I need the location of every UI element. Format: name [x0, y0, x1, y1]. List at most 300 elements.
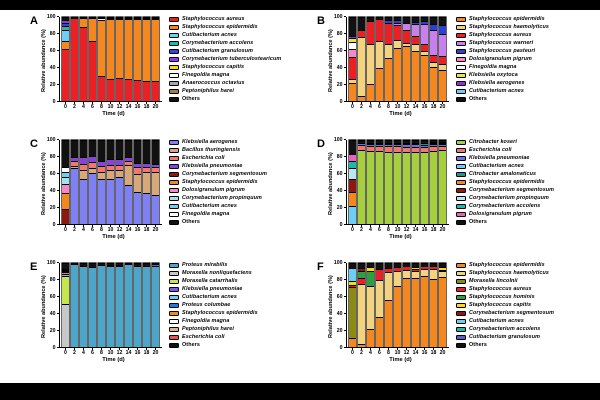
- bar-slot: [106, 263, 115, 347]
- bar-slot: [97, 17, 106, 101]
- bar-segment: [367, 151, 374, 224]
- y-tick-label: 80: [336, 276, 343, 283]
- bar-segment: [349, 49, 356, 57]
- legend-swatch: [169, 41, 179, 46]
- bar-segment: [134, 80, 141, 101]
- legend-item: [169, 179, 267, 186]
- legend-swatch: [169, 279, 179, 284]
- legend-label: Peptoniphilus harei: [182, 326, 234, 333]
- legend-item: [169, 286, 258, 293]
- y-axis-label: Relative abundance (%): [328, 152, 334, 216]
- bar-segment: [116, 19, 123, 78]
- legend-swatch: [456, 196, 466, 201]
- stacked-bar-day-8: [385, 263, 392, 347]
- y-tick-label: 20: [336, 204, 343, 211]
- bar-segment: [430, 17, 437, 24]
- x-tick-labels: [60, 225, 162, 233]
- y-tick-label: 60: [49, 47, 56, 54]
- legend-item: [169, 294, 258, 301]
- x-axis-label: Time (d): [389, 357, 412, 363]
- legend-swatch: [169, 295, 179, 300]
- x-tick-label: 0: [348, 102, 357, 110]
- bar-segment: [412, 51, 419, 101]
- legend-item: [456, 278, 554, 285]
- stacked-bar-day-14: [412, 263, 419, 347]
- legend-swatch: [169, 212, 179, 217]
- stacked-bar-day-20: [439, 140, 446, 224]
- legend-label: Staphylococcus aureus: [182, 16, 245, 23]
- legend-item: [456, 326, 554, 333]
- legend-swatch: [169, 188, 179, 193]
- stacked-bar-day-0: [349, 140, 356, 224]
- legend-label: Staphylococcus epidermidis: [182, 310, 258, 317]
- x-tick-label: 14: [125, 227, 132, 233]
- legend-label: Corynebacterium segmentosum: [182, 171, 268, 178]
- legend-swatch: [169, 156, 179, 161]
- y-tick-label: 40: [49, 187, 56, 194]
- y-tick-label: 60: [336, 293, 343, 300]
- legend-swatch: [169, 73, 179, 78]
- legend-label: Corynebacterium segmentosum: [469, 310, 555, 317]
- bar-slot: [115, 263, 124, 347]
- stacked-bar-day-16: [134, 140, 141, 224]
- bar-slot: [420, 17, 429, 101]
- bar-slot: [61, 17, 70, 101]
- legend-label: Escherichia coli: [469, 147, 512, 154]
- bar-segment: [439, 25, 446, 33]
- legend-label: Cutibacterium acnes: [182, 203, 237, 210]
- legend-item: [169, 219, 267, 226]
- bar-segment: [421, 55, 428, 101]
- y-tick-label: 40: [49, 64, 56, 71]
- x-tick-label: 2: [357, 225, 366, 233]
- legend-swatch: [456, 41, 466, 46]
- x-tick-label: 12: [403, 227, 410, 233]
- bar-segment: [376, 151, 383, 224]
- x-tick-labels: [347, 225, 449, 233]
- legend-swatch: [169, 148, 179, 153]
- stacked-bar-day-16: [134, 17, 141, 101]
- bar-segment: [143, 140, 150, 163]
- x-tick-label: 18: [430, 104, 437, 110]
- legend-item: [169, 139, 267, 146]
- bar-segment: [152, 195, 159, 224]
- y-tick-label: 60: [49, 293, 56, 300]
- bar-slot: [375, 17, 384, 101]
- legend-item: [169, 318, 258, 325]
- stacked-bar-day-8: [98, 140, 105, 224]
- legend-item: [169, 56, 281, 63]
- legend-item: [456, 334, 554, 341]
- legend-swatch: [169, 220, 179, 225]
- legend-label: Cutibacterium acnes: [182, 32, 237, 39]
- stacked-bar-day-16: [421, 263, 428, 347]
- stacked-bar-day-18: [143, 263, 150, 347]
- y-tick-label: 40: [49, 310, 56, 317]
- x-tick-label: 8: [97, 102, 106, 110]
- legend-item: [169, 171, 267, 178]
- legend-label: Finegoldia magna: [469, 64, 517, 71]
- x-tick-label: 4: [366, 225, 375, 233]
- bar-segment: [143, 81, 150, 101]
- bar-slot: [438, 140, 447, 224]
- legend-swatch: [169, 17, 179, 22]
- y-tick-label: 0: [52, 221, 56, 228]
- legend-label: Finegoldia magna: [182, 318, 230, 325]
- legend-swatch: [456, 65, 466, 70]
- bar-segment: [385, 152, 392, 224]
- y-tick-label: 40: [336, 187, 343, 194]
- legend-item: [169, 24, 281, 31]
- bar-slot: [366, 263, 375, 347]
- x-axis-label: Time (d): [389, 234, 412, 240]
- bar-segment: [367, 271, 374, 285]
- bar-segment: [71, 140, 78, 157]
- y-tick-label: 20: [49, 204, 56, 211]
- legend-item: [169, 88, 281, 95]
- bar-segment: [134, 167, 141, 174]
- legend-label: Staphylococcus epidermidis: [182, 179, 258, 186]
- x-tick-label: 6: [375, 348, 384, 356]
- stacked-bar-day-6: [89, 140, 96, 224]
- stacked-bar-day-12: [403, 263, 410, 347]
- bar-segment: [80, 18, 87, 27]
- legend-item: [456, 80, 549, 87]
- plot-area: [346, 140, 449, 225]
- legend-swatch: [169, 287, 179, 292]
- bar-segment: [349, 338, 356, 347]
- bar-segment: [367, 329, 374, 347]
- legend-item: [456, 286, 554, 293]
- bar-segment: [358, 150, 365, 224]
- legend-item: [169, 262, 258, 269]
- y-tick-label: 100: [46, 136, 56, 143]
- stacked-bar-day-0: [62, 263, 69, 347]
- legend-item: [169, 16, 281, 23]
- y-tick-label: 0: [339, 344, 343, 351]
- bar-segment: [394, 48, 401, 101]
- stacked-bar-day-6: [89, 263, 96, 347]
- bar-segment: [62, 193, 69, 209]
- bar-segment: [80, 179, 87, 224]
- bar-slot: [393, 17, 402, 101]
- legend-label: Others: [182, 219, 200, 226]
- legend-label: Citrobacter amalonaticus: [469, 171, 537, 178]
- bar-segment: [107, 79, 114, 101]
- legend-item: [456, 147, 554, 154]
- bar-slot: [61, 263, 70, 347]
- stacked-bar-day-16: [134, 263, 141, 347]
- legend-swatch: [456, 156, 466, 161]
- legend-item: [456, 72, 549, 79]
- stacked-bar-day-6: [376, 263, 383, 347]
- bar-slot: [70, 263, 79, 347]
- legend-label: Klebsiella aerogenes: [469, 80, 525, 87]
- bar-slot: [133, 263, 142, 347]
- x-tick-label: 2: [70, 348, 79, 356]
- bar-slot: [133, 17, 142, 101]
- stacked-bar-day-2: [71, 263, 78, 347]
- x-tick-label: 12: [116, 104, 123, 110]
- bar-segment: [134, 140, 141, 163]
- bar-slot: [88, 263, 97, 347]
- legend-item: [456, 187, 554, 194]
- bar-segment: [143, 172, 150, 193]
- legend-swatch: [456, 279, 466, 284]
- x-tick-label: 4: [366, 348, 375, 356]
- bar-segment: [116, 78, 123, 101]
- y-axis-label: Relative abundance (%): [328, 29, 334, 93]
- legend-item: [456, 171, 554, 178]
- x-tick-label: 20: [152, 104, 159, 110]
- legend-swatch: [456, 220, 466, 225]
- legend-label: Klebsiella aerogenes: [182, 139, 238, 146]
- bar-segment: [430, 279, 437, 347]
- legend-swatch: [456, 303, 466, 308]
- x-axis-label: Time (d): [102, 111, 125, 117]
- legend-swatch: [456, 188, 466, 193]
- legend-swatch: [169, 33, 179, 38]
- bar-segment: [125, 165, 132, 184]
- panel-C: [30, 135, 311, 258]
- bar-slot: [402, 263, 411, 347]
- stacked-bar-day-6: [89, 17, 96, 101]
- x-tick-label: 12: [116, 227, 123, 233]
- legend-swatch: [169, 97, 179, 102]
- legend-item: [169, 278, 258, 285]
- legend-label: Staphylococcus epidermidis: [469, 179, 545, 186]
- legend-swatch: [456, 295, 466, 300]
- bar-slot: [142, 17, 151, 101]
- bar-segment: [394, 152, 401, 224]
- panel-F: [317, 258, 598, 381]
- y-axis: [333, 13, 346, 105]
- legend-label: Dolosigranulum pigrum: [469, 56, 532, 63]
- panel-D-chart: [328, 136, 449, 240]
- bar-slot: [97, 140, 106, 224]
- y-axis: [333, 136, 346, 228]
- legend-swatch: [456, 57, 466, 62]
- panel-A-chart: [41, 13, 162, 117]
- bar-segment: [412, 24, 419, 37]
- bar-segment: [98, 140, 105, 161]
- bar-segment: [116, 177, 123, 224]
- x-tick-labels: [347, 102, 449, 110]
- stacked-bar-day-12: [116, 263, 123, 347]
- legend-label: Escherichia coli: [182, 334, 225, 341]
- stacked-bar-day-12: [116, 17, 123, 101]
- y-tick-label: 40: [336, 310, 343, 317]
- x-tick-label: 8: [384, 225, 393, 233]
- bar-slot: [420, 140, 429, 224]
- bar-segment: [421, 269, 428, 276]
- stacked-bar-day-18: [143, 140, 150, 224]
- legend-item: [456, 96, 549, 103]
- bar-slot: [124, 17, 133, 101]
- panel-C-chart: [41, 136, 162, 240]
- bar-segment: [152, 140, 159, 164]
- bar-segment: [62, 209, 69, 224]
- bar-segment: [80, 140, 87, 157]
- bar-slot: [393, 140, 402, 224]
- legend-label: Others: [182, 96, 200, 103]
- bar-slot: [88, 17, 97, 101]
- legend-item: [456, 40, 549, 47]
- panel-E-label: E: [30, 261, 38, 273]
- x-tick-label: 10: [394, 350, 401, 356]
- stacked-bar-day-6: [376, 17, 383, 101]
- bar-segment: [98, 172, 105, 179]
- legend-item: [169, 155, 267, 162]
- y-tick-label: 80: [336, 30, 343, 37]
- panel-C-label: C: [30, 138, 38, 150]
- legend-swatch: [456, 204, 466, 209]
- stacked-bar-day-16: [421, 17, 428, 101]
- legend-swatch: [456, 311, 466, 316]
- bar-segment: [430, 55, 437, 62]
- stacked-bar-day-10: [394, 263, 401, 347]
- bar-segment: [89, 18, 96, 41]
- legend-swatch: [456, 89, 466, 94]
- y-tick-label: 60: [336, 170, 343, 177]
- legend-label: Moraxella nonliquefaciens: [182, 270, 252, 277]
- stacked-bar-day-14: [125, 17, 132, 101]
- legend-label: Citrobacter koseri: [469, 139, 517, 146]
- stacked-bar-day-4: [367, 17, 374, 101]
- bar-segment: [412, 44, 419, 52]
- legend-swatch: [456, 73, 466, 78]
- legend-item: [456, 219, 554, 226]
- bar-segment: [430, 269, 437, 279]
- bar-segment: [439, 70, 446, 101]
- x-tick-label: 10: [394, 104, 401, 110]
- bar-segment: [349, 140, 356, 153]
- figure-canvas: [0, 10, 600, 383]
- legend-item: [456, 302, 554, 309]
- bar-slot: [411, 140, 420, 224]
- bar-segment: [403, 270, 410, 278]
- bar-slot: [348, 140, 357, 224]
- bar-segment: [376, 317, 383, 347]
- y-tick-label: 0: [339, 98, 343, 105]
- legend-label: Others: [469, 219, 487, 226]
- stacked-bar-day-8: [98, 17, 105, 101]
- legend-item: [456, 163, 554, 170]
- legend-item: [456, 139, 554, 146]
- panel-D: [317, 135, 598, 258]
- stacked-bar-day-20: [152, 17, 159, 101]
- bar-segment: [367, 21, 374, 44]
- legend-swatch: [169, 303, 179, 308]
- bar-slot: [151, 140, 160, 224]
- bar-slot: [411, 263, 420, 347]
- bar-segment: [394, 25, 401, 39]
- bar-segment: [98, 76, 105, 101]
- y-tick-label: 100: [46, 13, 56, 20]
- legend-label: Cutibacterium granulosum: [469, 334, 540, 341]
- legend-label: Klebsiella pneumoniae: [182, 163, 243, 170]
- x-tick-label: 4: [366, 102, 375, 110]
- legend-label: Proteus mirabilis: [182, 262, 228, 269]
- bar-segment: [116, 159, 123, 166]
- legend-item: [456, 270, 554, 277]
- legend-label: Dolosigranulum pigrum: [469, 211, 532, 218]
- stacked-bar-day-2: [358, 140, 365, 224]
- stacked-bar-day-10: [107, 140, 114, 224]
- stacked-bar-day-18: [143, 17, 150, 101]
- legend-item: [456, 56, 549, 63]
- y-tick-label: 0: [52, 98, 56, 105]
- x-axis-label: Time (d): [102, 357, 125, 363]
- legend-label: Anaerococcus octavius: [182, 80, 245, 87]
- legend-label: Staphylococcus capitis: [182, 64, 245, 71]
- legend-label: Cutibacterium acnes: [182, 294, 237, 301]
- x-tick-label: 6: [88, 348, 97, 356]
- y-tick-label: 80: [49, 153, 56, 160]
- bar-segment: [89, 140, 96, 156]
- legend-label: Finegoldia magna: [182, 72, 230, 79]
- x-tick-label: 18: [143, 104, 150, 110]
- legend-swatch: [456, 33, 466, 38]
- bar-segment: [403, 23, 410, 30]
- legend-item: [169, 40, 281, 47]
- legend-swatch: [456, 271, 466, 276]
- bar-slot: [115, 140, 124, 224]
- bar-segment: [349, 206, 356, 224]
- stacked-bar-day-18: [430, 17, 437, 101]
- legend-item: [169, 334, 258, 341]
- legend-swatch: [169, 263, 179, 268]
- y-tick-label: 0: [52, 344, 56, 351]
- bar-segment: [107, 170, 114, 178]
- legend-swatch: [456, 81, 466, 86]
- stacked-bar-day-2: [358, 17, 365, 101]
- legend-swatch: [169, 180, 179, 185]
- legend-label: Others: [469, 342, 487, 349]
- legend-item: [456, 203, 554, 210]
- bar-segment: [134, 266, 141, 347]
- stacked-bar-day-18: [430, 140, 437, 224]
- bar-segment: [394, 286, 401, 347]
- bar-slot: [106, 140, 115, 224]
- stacked-bar-day-20: [439, 17, 446, 101]
- stacked-bar-day-12: [403, 140, 410, 224]
- plot-area: [346, 17, 449, 102]
- x-tick-label: 14: [125, 350, 132, 356]
- bar-slot: [420, 263, 429, 347]
- bar-segment: [376, 68, 383, 101]
- bar-slot: [366, 140, 375, 224]
- bar-segment: [349, 168, 356, 179]
- bar-slot: [402, 140, 411, 224]
- y-tick-label: 40: [336, 64, 343, 71]
- legend-label: Klebsiella pneumoniae: [469, 155, 530, 162]
- legend-label: Dolosigranulum pigrum: [182, 187, 245, 194]
- legend-item: [169, 203, 267, 210]
- stacked-bar-day-10: [394, 17, 401, 101]
- x-tick-label: 12: [403, 104, 410, 110]
- stacked-bar-day-0: [349, 17, 356, 101]
- legend-label: Peptoniphilus harei: [182, 88, 234, 95]
- legend-label: Klebsiella pneumoniae: [182, 286, 243, 293]
- legend-swatch: [169, 327, 179, 332]
- bar-slot: [438, 263, 447, 347]
- legend-swatch: [456, 287, 466, 292]
- panel-F-label: F: [317, 261, 324, 273]
- x-tick-labels: [347, 348, 449, 356]
- bar-segment: [358, 344, 365, 347]
- bar-segment: [80, 266, 87, 347]
